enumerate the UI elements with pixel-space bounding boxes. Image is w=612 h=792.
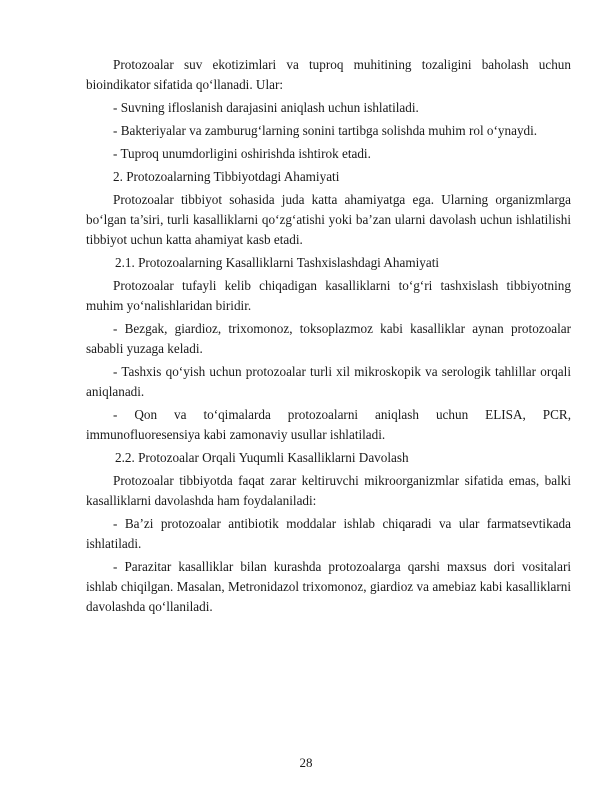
list-item-antibiotics: - Ba’zi protozoalar antibiotik moddalar ishlab chiqaradi va ular farmatsevtikada ishlatiladi. bbox=[86, 516, 571, 551]
page-number: 28 bbox=[299, 755, 313, 770]
paragraph-intro: Protozoalar suv ekotizimlari va tuproq muhitining tozaligini baholash uchun bioindikator sifatida qo‘llanadi. Ular: bbox=[86, 57, 571, 92]
document-page bbox=[86, 55, 571, 620]
list-item-diseases: - Bezgak, giardioz, trixomonoz, toksoplazmoz kabi kasalliklar aynan protozoalar sababli yuzaga keladi. bbox=[86, 321, 571, 356]
subsection-heading-treatment: 2.2. Protozoalar Orqali Yuqumli Kasalliklarni Davolash bbox=[115, 450, 409, 465]
paragraph-treatment: Protozoalar tibbiyotda faqat zarar keltiruvchi mikroorganizmlar sifatida emas, balki kasalliklarni davolashda ham foydalaniladi: bbox=[86, 473, 571, 508]
list-item-analysis: - Tashxis qo‘yish uchun protozoalar turli xil mikroskopik va serologik tahlillar orqali aniqlanadi. bbox=[86, 364, 571, 399]
list-item-drugs: - Parazitar kasalliklar bilan kurashda protozoalarga qarshi maxsus dori vositalari ishlab chiqilgan. Masalan, Metronidazol trixomonoz, giardioz va amebiaz kabi kasalliklarni davolashda qo‘llaniladi. bbox=[86, 559, 571, 614]
section-heading-medicine: 2. Protozoalarning Tibbiyotdagi Ahamiyati bbox=[113, 169, 340, 184]
list-item-modern-methods: - Qon va to‘qimalarda protozoalarni aniqlash uchun ELISA, PCR, immunofluoresensiya kabi zamonaviy usullar ishlatiladi. bbox=[86, 407, 571, 442]
list-item-bacteria-regulation: - Bakteriyalar va zamburug‘larning sonini tartibga solishda muhim rol o‘ynaydi. bbox=[113, 123, 538, 138]
list-item-soil-fertility: - Tuproq unumdorligini oshirishda ishtirok etadi. bbox=[113, 146, 371, 161]
paragraph-diagnosis: Protozoalar tufayli kelib chiqadigan kasalliklarni to‘g‘ri tashxislash tibbiyotning muhim yo‘nalishlaridan biridir. bbox=[86, 278, 571, 313]
list-item-water-pollution: - Suvning ifloslanish darajasini aniqlash uchun ishlatiladi. bbox=[113, 100, 419, 115]
subsection-heading-diagnosis: 2.1. Protozoalarning Kasalliklarni Tashxislashdagi Ahamiyati bbox=[115, 255, 440, 270]
paragraph-medicine: Protozoalar tibbiyot sohasida juda katta ahamiyatga ega. Ularning organizmlarga bo‘lgan ta’siri, turli kasalliklarni qo‘zg‘atishi yoki ba’zan ularni davolash uchun ishlatilishi tibbiyot uchun katta ahamiyat kasb etadi. bbox=[86, 192, 571, 247]
